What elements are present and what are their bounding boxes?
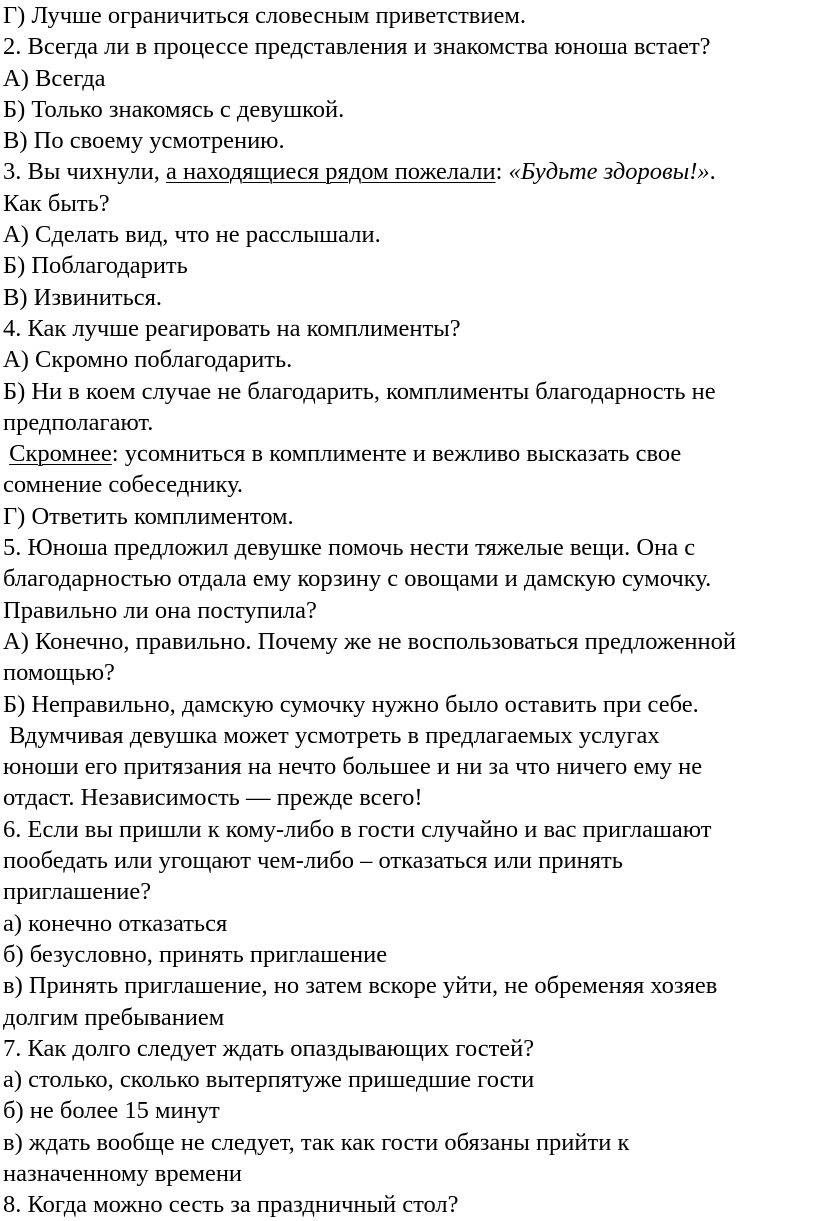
question-4: 4. Как лучше реагировать на комплименты? [3,314,461,342]
text-line: пообедать или угощают чем-либо – отказаться или принять [3,847,623,875]
answer-option: а) столько, сколько вытерпятуже пришедшие гости [3,1066,535,1094]
text-line: отдаст. Независимость — прежде всего! [3,784,423,812]
answer-option: В) Извиниться. [3,283,163,311]
answer-option: А) Скромно поблагодарить. [3,346,293,374]
text-line: долгим пребыванием [3,1003,225,1031]
question-3 [3,156,815,187]
text-line: помощью? [3,659,115,687]
answer-option: в) Принять приглашение, но затем вскоре уйти, не обременяя хозяев [3,972,718,1000]
answer-option: Б) Только знакомясь с девушкой. [3,95,345,123]
text-line: Г) Лучше ограничиться словесным приветствием. [3,2,526,29]
answer-option: в) ждать вообще не следует, так как гости обязаны прийти к [3,1128,630,1156]
period: . [709,158,716,186]
answer-option: Б) Неправильно, дамскую сумочку нужно было оставить при себе. [3,690,699,718]
underlined-word: Скромнее [9,440,112,468]
answer-option: В) По своему усмотрению. [3,127,285,155]
question-7: 7. Как долго следует ждать опаздывающих гостей? [3,1034,535,1062]
question-8: 8. Когда можно сесть за праздничный стол? [3,1191,459,1219]
question-2: 2. Всегда ли в процессе представления и знакомства юноша встает? [3,33,711,61]
question-6: 6. Если вы пришли к кому-либо в гости случайно и вас приглашают [3,815,712,843]
answer-option: б) не более 15 минут [3,1097,220,1125]
text-line: юноши его притязания на нечто большее и ни за что ничего ему не [3,753,703,781]
text-line: приглашение? [3,878,152,906]
text-line: Вдумчивая девушка может усмотреть в предлагаемых услугах [3,721,660,749]
text-line: сомнение собеседнику. [3,471,244,499]
answer-option: Г) Ответить комплиментом. [3,502,294,530]
text-line: предполагают. [3,408,154,436]
text-line: благодарностью отдала ему корзину с овощами и дамскую сумочку. [3,565,712,593]
answer-option: А) Конечно, правильно. Почему же не воспользоваться предложенной [3,627,736,655]
answer-option: А) Сделать вид, что не расслышали. [3,221,381,249]
italic-quote: «Будьте здоровы!» [508,158,710,186]
answer-option: Б) Поблагодарить [3,252,188,280]
text-line: назначенному времени [3,1159,243,1187]
question-5: 5. Юноша предложил девушке помочь нести тяжелые вещи. Она с [3,534,696,562]
answer-option-v [3,438,815,469]
underlined-phrase: а находящиеся рядом пожелали [165,158,496,186]
document-page [3,0,815,1221]
text-line: Правильно ли она поступила? [3,596,317,624]
colon: : [495,158,509,186]
answer-option-text: : усомниться в комплименте и вежливо высказать свое [111,440,682,468]
answer-option: а) конечно отказаться [3,909,228,937]
answer-option: б) безусловно, принять приглашение [3,940,388,968]
answer-option: А) Всегда [3,64,106,92]
question-3-text: 3. Вы чихнули, [3,158,166,186]
answer-option: Б) Ни в коем случае не благодарить, комплименты благодарность не [3,377,716,405]
text-line: Как быть? [3,189,110,217]
